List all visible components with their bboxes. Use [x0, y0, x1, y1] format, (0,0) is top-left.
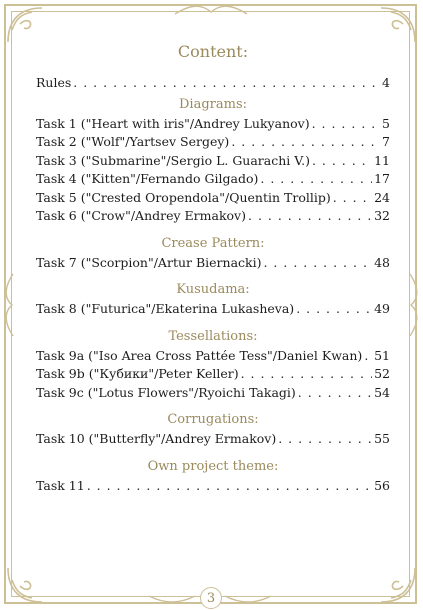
toc-entry-label: Task 3 ("Submarine"/Sergio L. Guarachi V.)	[36, 152, 310, 168]
leader-dots	[260, 170, 372, 189]
toc-entry-label: Task 10 ("Butterfly"/Andrey Ermakov)	[36, 431, 277, 446]
leader-dots	[73, 74, 380, 93]
toc-entry-page: 11	[374, 152, 390, 168]
toc-entry-label: Task 1 ("Heart with iris"/Andrey Lukyanov)	[36, 115, 310, 131]
toc-entry-page: 17	[374, 171, 390, 186]
toc-entry-page: 51	[374, 347, 390, 363]
table-of-contents	[36, 34, 390, 495]
leader-dots	[298, 384, 372, 403]
leader-dots	[248, 207, 372, 226]
toc-entry-page: 4	[382, 75, 390, 90]
page-title: Content:	[177, 42, 249, 61]
toc-entry[interactable]	[36, 430, 390, 449]
toc-entry[interactable]	[36, 384, 390, 403]
section-heading: Diagrams:	[179, 96, 247, 112]
section-heading: Corrugations:	[167, 412, 259, 427]
toc-entry-rules[interactable]	[36, 74, 390, 93]
toc-entry-label: Task 9b ("Кубики"/Peter Keller)	[36, 366, 239, 381]
toc-entry[interactable]	[36, 207, 390, 226]
toc-entry-label: Task 9c ("Lotus Flowers"/Ryoichi Takagi)	[36, 384, 296, 400]
toc-entry-label: Task 11	[36, 477, 85, 493]
toc-entry[interactable]	[36, 170, 390, 189]
toc-entry-page: 48	[374, 254, 390, 270]
toc-entry-page: 56	[374, 477, 390, 493]
leader-dots	[312, 152, 372, 171]
leader-dots	[241, 365, 373, 384]
toc-entry-label: Task 7 ("Scorpion"/Artur Biernacki)	[36, 254, 262, 270]
section-heading: Kusudama:	[176, 282, 250, 297]
leader-dots	[296, 300, 372, 319]
toc-entry-label: Task 9a ("Iso Area Cross Pattée Tess"/Daniel Kwan)	[36, 347, 363, 363]
toc-entry[interactable]	[36, 300, 390, 319]
toc-entry-page: 52	[374, 366, 390, 381]
page-number-badge: 3	[200, 587, 222, 609]
toc-entry[interactable]	[36, 254, 390, 273]
toc-entry-page: 24	[374, 189, 390, 205]
toc-entry-label: Task 2 ("Wolf"/Yartsev Sergey)	[36, 134, 230, 149]
corner-ornament-icon	[361, 548, 421, 608]
leader-dots	[87, 477, 372, 496]
toc-entry-label: Task 5 ("Crested Oropendola"/Quentin Trollip)	[36, 189, 331, 205]
toc-entry-page: 5	[382, 115, 390, 131]
toc-entry-label: Task 6 ("Crow"/Andrey Ermakov)	[36, 208, 246, 223]
flourish-icon	[407, 270, 421, 340]
section-heading: Own project theme:	[147, 458, 279, 474]
toc-entry-label: Rules	[36, 75, 72, 90]
toc-entry[interactable]	[36, 477, 390, 496]
toc-entry-page: 55	[374, 431, 390, 446]
flourish-icon	[171, 2, 251, 18]
leader-dots	[278, 430, 372, 449]
toc-entry-page: 54	[374, 384, 390, 400]
corner-ornament-icon	[2, 548, 62, 608]
section-heading: Tessellations:	[168, 328, 258, 344]
toc-entry[interactable]	[36, 152, 390, 171]
toc-entry[interactable]	[36, 115, 390, 134]
toc-entry-label: Task 4 ("Kitten"/Fernando Gilgado)	[36, 171, 259, 186]
section-heading: Crease Pattern:	[161, 235, 265, 251]
leader-dots	[364, 347, 372, 366]
flourish-icon	[2, 270, 16, 340]
toc-entry[interactable]	[36, 365, 390, 384]
toc-entry-page: 49	[374, 301, 390, 316]
toc-entry[interactable]	[36, 133, 390, 152]
leader-dots	[231, 133, 380, 152]
toc-entry[interactable]	[36, 347, 390, 366]
leader-dots	[312, 115, 380, 134]
toc-entry-label: Task 8 ("Futurica"/Ekaterina Lukasheva)	[36, 301, 295, 316]
leader-dots	[263, 254, 372, 273]
leader-dots	[333, 189, 372, 208]
toc-entry-page: 32	[374, 208, 390, 223]
toc-entry-page: 7	[382, 134, 390, 149]
toc-entry[interactable]	[36, 189, 390, 208]
